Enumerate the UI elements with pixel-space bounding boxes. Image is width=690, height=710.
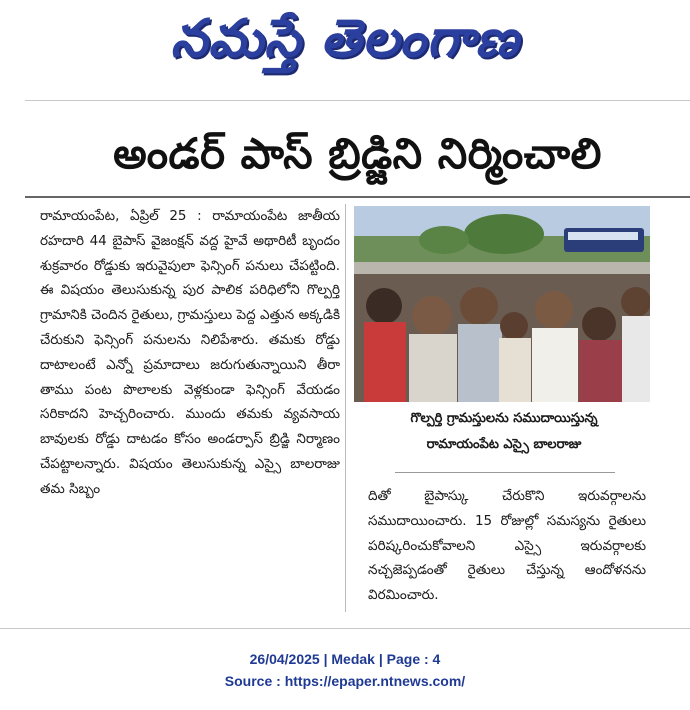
photo-caption xyxy=(370,406,638,466)
page-footer xyxy=(0,648,690,692)
article-body-right-column: దితో బైపాస్కు చేరుకొని ఇరువర్గాలను సముదాయించారు. 15 రోజుల్లో సమస్యను రైతులు పరిష్కరించుకోవాలని ఎస్సై ఇరువర్గాలకు నచ్చజెప్పడంతో రైతులు చేస్తున్న ఆందోళనను విరమించారు. xyxy=(368,488,646,604)
top-divider xyxy=(25,100,690,101)
footer-source: Source : https://epaper.ntnews.com/ xyxy=(224,673,466,689)
masthead xyxy=(0,0,690,82)
photo-caption-line-2: రామాయంపేట ఎస్సై బాలరాజు xyxy=(426,437,582,452)
newspaper-logo: నమస్తే తెలంగాణ xyxy=(170,9,520,69)
footer-date-edition-page: 26/04/2025 | Medak | Page : 4 xyxy=(249,651,441,667)
caption-divider xyxy=(395,472,615,473)
column-divider xyxy=(345,204,346,612)
crowd-photo-illustration xyxy=(354,206,650,402)
headline-divider xyxy=(25,196,690,198)
article-body-left-column: రామాయంపేట, ఏప్రిల్ 25 : రామాయంపేట జాతీయ రహదారి 44 బైపాస్ వైజంక్షన్ వద్ద హైవే అథారిటీ బృందం శుక్రవారం రోడ్డుకు ఇరువైపులా ఫెన్సింగ్ పనులు చేపట్టింది. ఈ విషయం తెలుసుకున్న పుర పాలిక పరిధిలోని గొల్పర్తి గ్రామానికి చెందిన రైతులు, గ్రామస్తులు పెద్ద ఎత్తున అక్కడికి చేరుకుని ఫెన్సింగ్ పనులను నిలిపేశారు. తమకు రోడ్డు దాటాలంటే ఎన్నో ప్రమాదాలు జరుగుతున్నాయిని తీరా తాము పంట పొలాలకు వెళ్లకుండా ఫెన్సింగ్ వేయడం సరికాదని హెచ్చరించారు. ముందు తమకు వ్యవసాయ బావులకు రోడ్డు దాటడం కోసం అండర్పాస్ బ్రిడ్జి నిర్మాణం చేపట్టాలన్నారు. విషయం తెలుసుకున్న ఎస్సై బాలరాజు తమ సిబ్బం xyxy=(40,208,340,497)
article-headline: అండర్ పాస్ బ్రిడ్జిని నిర్మించాలి xyxy=(113,129,602,178)
news-photo xyxy=(354,206,650,402)
photo-caption-line-1: గొల్పర్తి గ్రామస్తులను సముదాయిస్తున్న xyxy=(410,411,598,426)
bottom-divider xyxy=(0,628,690,629)
